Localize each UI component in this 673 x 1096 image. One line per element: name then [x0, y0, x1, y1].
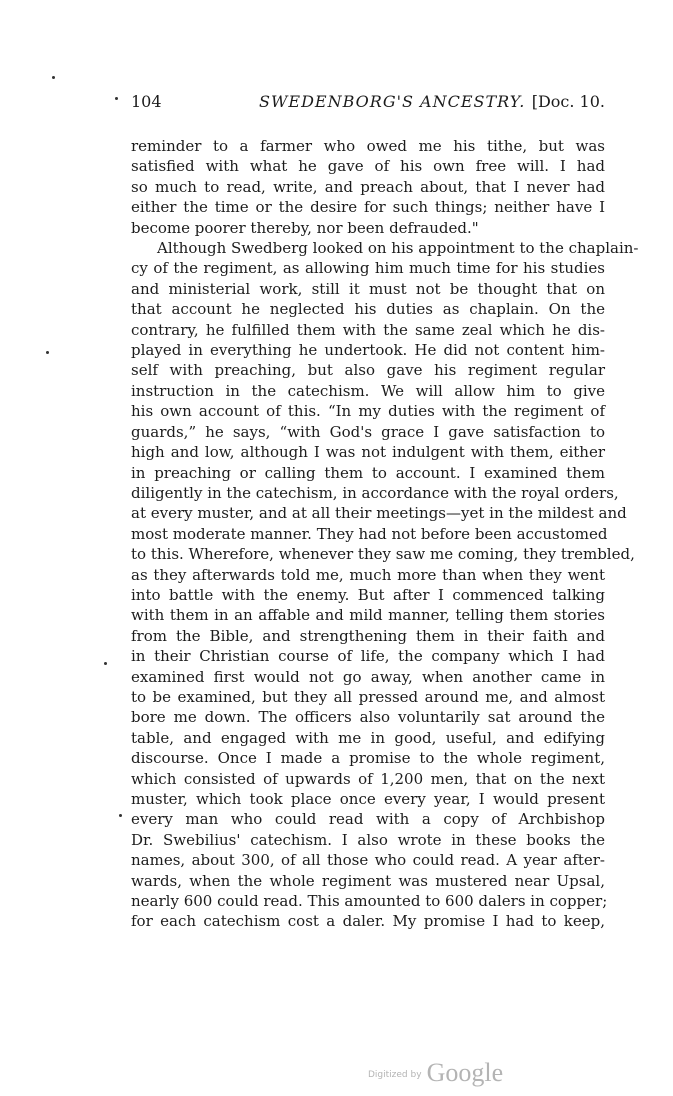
text-line: muster, which took place once every year, I would present [131, 790, 605, 808]
running-header [131, 92, 605, 118]
scan-speck [104, 662, 107, 665]
text-line: discourse. Once I made a promise to the whole regiment, [131, 749, 605, 768]
google-logo: Google [426, 1058, 504, 1087]
text-line: table, and engaged with me in good, useful, and edifying [131, 728, 605, 747]
text-line: contrary, he fulfilled them with the same zeal which he dis- [131, 320, 605, 339]
text-line: either the time or the desire for such things; neither have I [131, 198, 605, 217]
text-line: at every muster, and at all their meetings—yet in the mildest and [131, 504, 627, 523]
text-line: wards, when the whole regiment was mustered near Upsal, [131, 871, 605, 890]
text-line: and ministerial work, still it must not be thought that on [131, 279, 605, 298]
text-line: into battle with the enemy. But after I commenced talking [131, 585, 605, 604]
text-line: most moderate manner. They had not before been accustomed [131, 524, 608, 543]
document-reference: [Doc. 10. [531, 92, 605, 111]
scan-speck [52, 76, 55, 79]
paragraph-start-line: Although Swedberg looked on his appointment to the chaplain- [157, 239, 639, 258]
text-line: which consisted of upwards of 1,200 men, that on the next [131, 769, 605, 788]
page-number: 104 [131, 92, 162, 111]
page-body [131, 136, 639, 932]
text-line: with them in an affable and mild manner, telling them stories [131, 606, 605, 625]
text-line: in their Christian course of life, the company which I had [131, 647, 605, 666]
text-line: from the Bible, and strengthening them in their faith and [131, 626, 605, 645]
text-line: for each catechism cost a daler. My promise I had to keep, [131, 912, 605, 931]
text-line: in preaching or calling them to account. I examined them [131, 463, 605, 482]
text-line: nearly 600 could read. This amounted to 600 dalers in copper; [131, 892, 608, 911]
digitized-watermark [368, 1058, 503, 1088]
text-line: examined first would not go away, when another came in [131, 667, 605, 686]
text-line: satisfied with what he gave of his own free will. I had [131, 157, 605, 176]
text-line: as they afterwards told me, much more than when they went [131, 565, 605, 584]
text-line: his own account of this. “In my duties with the regiment of [131, 402, 605, 421]
text-line: Dr. Swebilius' catechism. I also wrote in these books the [131, 830, 605, 849]
text-line: cy of the regiment, as allowing him much time for his studies [131, 259, 605, 278]
text-line: every man who could read with a copy of Archbishop [131, 810, 605, 829]
text-line: self with preaching, but also gave his regiment regular [131, 361, 605, 380]
text-line: that account he neglected his duties as chaplain. On the [131, 300, 605, 319]
text-line: to this. Wherefore, whenever they saw me coming, they trembled, [131, 545, 635, 564]
text-line: played in everything he undertook. He did not content him- [131, 341, 605, 360]
text-line: instruction in the catechism. We will allow him to give [131, 381, 605, 400]
text-line: high and low, although I was not indulgent with them, either [131, 443, 605, 462]
text-line: become poorer thereby, nor been defrauded." [131, 218, 479, 237]
text-line: bore me down. The officers also voluntarily sat around the [131, 708, 605, 727]
text-line: guards,” he says, “with God's grace I gave satisfaction to [131, 422, 605, 441]
digitized-by-text: Digitized by [368, 1070, 422, 1080]
scan-speck [119, 814, 122, 817]
text-line: reminder to a farmer who owed me his tithe, but was [131, 137, 605, 155]
text-line: names, about 300, of all those who could read. A year after- [131, 851, 605, 870]
text-line: to be examined, but they all pressed around me, and almost [131, 687, 605, 706]
scan-speck [115, 97, 118, 100]
running-title: SWEDENBORG'S ANCESTRY. [259, 92, 526, 111]
text-line: so much to read, write, and preach about, that I never had [131, 177, 605, 196]
text-line: diligently in the catechism, in accordance with the royal orders, [131, 483, 619, 502]
scan-speck [46, 351, 49, 354]
